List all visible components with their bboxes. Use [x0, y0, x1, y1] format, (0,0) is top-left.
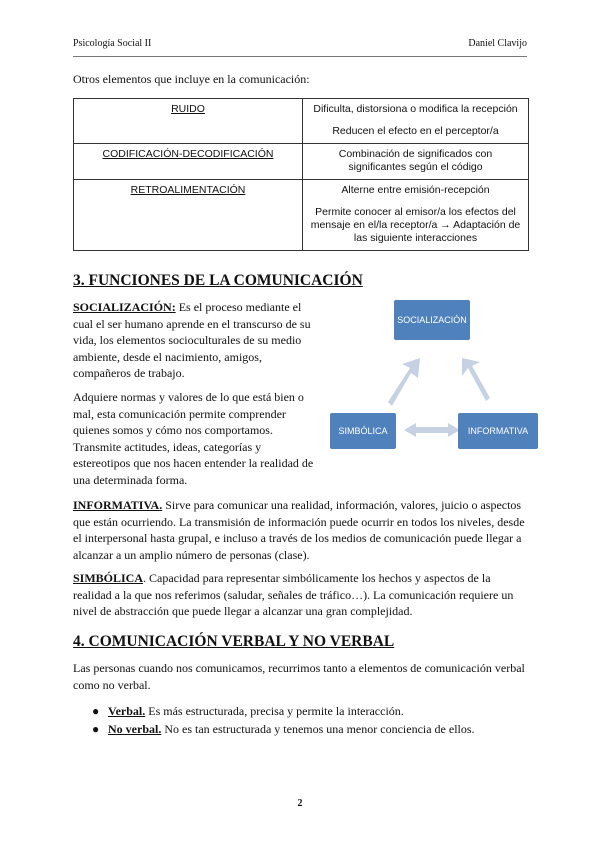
table-value-line: Reducen el efecto en el perceptor/a	[332, 125, 499, 137]
header-author: Daniel Clavijo	[468, 38, 527, 49]
table-value-line: Dificulta, distorsiona o modifica la recepción	[313, 103, 518, 115]
socializacion-text: Es el proceso mediante el cual el ser humano aprende en el transcurso de su vida, los elementos socioculturales de su medio ambiente, desde el nacimiento, amigos, compañeros de trabajo.	[73, 300, 311, 380]
header-subject: Psicología Social II	[73, 38, 152, 49]
arrow-left-icon	[388, 358, 420, 406]
table-value	[303, 144, 529, 180]
diagram-box-simbolica: SIMBÓLICA	[330, 413, 396, 449]
functions-diagram	[330, 300, 540, 460]
socializacion-paragraph	[73, 299, 318, 382]
bullet-icon: ●	[92, 704, 100, 718]
page-header	[73, 38, 527, 49]
table-key: RUIDO	[74, 99, 303, 144]
page-number: 2	[297, 798, 303, 809]
informativa-paragraph	[73, 497, 529, 563]
table-row	[74, 99, 529, 144]
arrow-horizontal-icon	[404, 423, 460, 437]
simbolica-text: . Capacidad para representar simbólicamente los hechos y aspectos de la realidad a la que nos referimos (saludar, señales de tráfico…). La comunicación requiere un nivel de abstracción que puede llegar a alcanzar una gran complejidad.	[73, 571, 514, 618]
section-4-intro: Las personas cuando nos comunicamos, recurrimos tanto a elementos de comunicación verbal como no verbal.	[73, 661, 525, 692]
communication-elements-table	[73, 98, 529, 251]
table-value-line: Combinación de significados con significantes según el código	[338, 148, 493, 173]
section-3-title: 3. FUNCIONES DE LA COMUNICACIÓN	[73, 272, 363, 289]
diagram-box-socializacion: SOCIALIZACIÓN	[394, 300, 470, 340]
section-4-title: 4. COMUNICACIÓN VERBAL Y NO VERBAL	[73, 633, 395, 650]
bullet-term: No verbal.	[108, 722, 162, 736]
simbolica-paragraph	[73, 570, 529, 620]
bullet-icon: ●	[92, 722, 100, 736]
table-value	[303, 180, 529, 251]
table-value	[303, 99, 529, 144]
bullet-text: No es tan estructurada y tenemos una menor conciencia de ellos.	[161, 722, 475, 736]
socializacion-term: SOCIALIZACIÓN:	[73, 300, 176, 314]
intro-text: Otros elementos que incluye en la comunicación:	[73, 72, 310, 86]
informativa-text: Sirve para comunicar una realidad, información, valores, juicio o aspectos que están ocurriendo. La transmisión de información puede ocurrir en todos los niveles, desde el interpersonal hasta grupal, e incluso a través de los medios de comunicación puede llegar a alcanzar a un amplio número de personas (clase).	[73, 498, 525, 562]
list-item	[92, 702, 475, 720]
arrow-right-icon	[462, 358, 490, 401]
table-value-line: Permite conocer al emisor/a los efectos del mensaje en el/la receptor/a → Adaptación de las siguiente interacciones	[310, 206, 521, 244]
diagram-box-informativa: INFORMATIVA	[458, 413, 538, 449]
table-key: CODIFICACIÓN-DECODIFICACIÓN	[74, 144, 303, 180]
table-value-line: Alterne entre emisión-recepción	[341, 184, 490, 196]
table-row	[74, 144, 529, 180]
socializacion-paragraph-2: Adquiere normas y valores de lo que está bien o mal, esta comunicación permite comprender quienes somos y cómo nos comportamos. Transmite actitudes, ideas, categorías y estereotipos que nos hacen entender la realidad de una determinada forma.	[73, 390, 314, 487]
table-key: RETROALIMENTACIÓN	[74, 180, 303, 251]
bullet-text: Es más estructurada, precisa y permite la interacción.	[145, 704, 404, 718]
verbal-list	[92, 702, 475, 738]
header-divider	[73, 56, 527, 57]
list-item	[92, 720, 475, 738]
table-row	[74, 180, 529, 251]
bullet-term: Verbal.	[108, 704, 146, 718]
simbolica-term: SIMBÓLICA	[73, 571, 144, 585]
informativa-term: INFORMATIVA.	[73, 498, 163, 512]
